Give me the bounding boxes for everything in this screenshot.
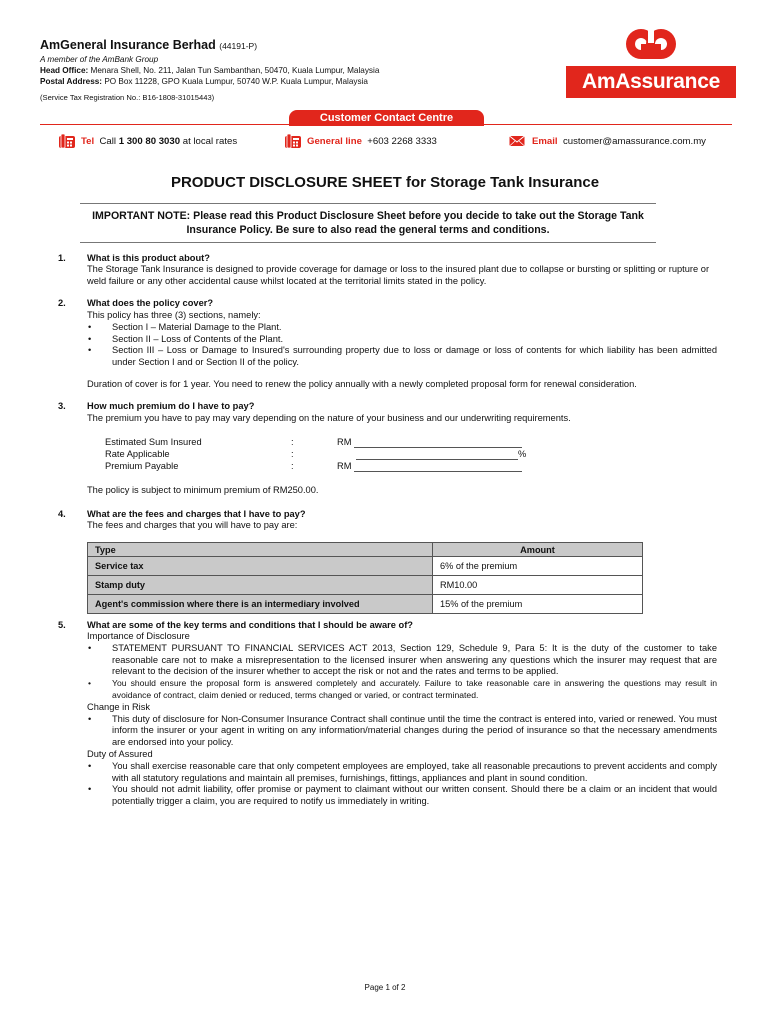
fee-amount: 15% of the premium — [433, 595, 643, 614]
rate-blank[interactable] — [356, 450, 518, 460]
email-contact — [508, 134, 706, 148]
premium-colon: : — [291, 449, 294, 459]
email-label: Email — [532, 135, 558, 147]
premium-label: Rate Applicable — [105, 449, 170, 459]
list-item: • You should ensure the proposal form is answered completely and accurately. Failure to take reasonable care in answering the questions may result in avoidance of contract, claim denied or reduced, terms changed or varied, or contract terminated. — [87, 678, 717, 702]
head-office-label: Head Office: — [40, 66, 89, 75]
group-member-line: A member of the AmBank Group — [40, 55, 159, 64]
table-row — [88, 595, 643, 614]
service-tax-line: (Service Tax Registration No.: B16-1808-31015443) — [40, 93, 215, 102]
sum-insured-blank[interactable] — [354, 438, 522, 448]
tel-contact — [59, 134, 237, 148]
section-4-intro: The fees and charges that you will have to pay are: — [87, 520, 298, 530]
phone-icon — [285, 134, 301, 148]
important-note-line-1: IMPORTANT NOTE: Please read this Product Disclosure Sheet before you decide to take out the Storage Tank — [92, 210, 644, 222]
premium-prefix: RM — [337, 437, 352, 447]
duty-of-assured-title: Duty of Assured — [87, 748, 153, 759]
fees-table — [87, 542, 643, 614]
premium-payable-blank[interactable] — [354, 462, 522, 472]
section-3-intro: The premium you have to pay may vary depending on the nature of your business and our underwriting requirements. — [87, 413, 571, 423]
premium-prefix: RM — [337, 461, 352, 471]
postal-address-line — [40, 76, 368, 87]
disclosure-title: Importance of Disclosure — [87, 631, 190, 641]
envelope-icon — [508, 134, 526, 148]
ambank-symbol-icon — [623, 26, 679, 62]
head-office-address: Menara Shell, No. 211, Jalan Tun Sambanthan, 50470, Kuala Lumpur, Malaysia — [90, 66, 380, 75]
head-office-line — [40, 65, 379, 76]
section-2-list — [87, 322, 717, 369]
phone-icon — [59, 134, 75, 148]
list-item: • You should not admit liability, offer promise or payment to claimant without our written consent. Should there be a claim or an incident that would potentially trigger a claim, you are required to notify us immediately in writing. — [87, 784, 717, 808]
section-2-body — [87, 310, 717, 369]
email-address[interactable]: customer@amassurance.com.my — [562, 135, 706, 147]
premium-row — [105, 460, 585, 472]
premium-colon: : — [291, 461, 294, 471]
list-item: • You shall exercise reasonable care that only competent employees are employed, take all reasonable precautions to prevent accidents and comply with all statutory regulations and maintain all premises, furnishings, fittings, appliances and plant in sound condition. — [87, 761, 717, 785]
tel-label: Tel — [81, 135, 95, 147]
section-4-number: 4. — [58, 509, 66, 519]
premium-suffix: % — [518, 449, 527, 459]
change-in-risk-title: Change in Risk — [87, 701, 151, 712]
company-name-text: AmGeneral Insurance Berhad — [40, 38, 216, 52]
section-2-heading: What does the policy cover? — [87, 298, 214, 308]
postal-address: PO Box 11228, GPO Kuala Lumpur, 50740 W.P. Kuala Lumpur, Malaysia — [104, 77, 368, 86]
list-item: • This duty of disclosure for Non-Consumer Insurance Contract shall continue until the time the contract is entered into, varied or renewed. You must inform the insurer or your agent in writing on any information/material changes during the period of insurance so that the necessary amendments are endorsed into your policy. — [87, 714, 717, 749]
customer-contact-centre-label: Customer Contact Centre — [289, 110, 484, 126]
company-name — [40, 38, 257, 52]
tel-pre: Call — [99, 135, 117, 147]
section-5-number: 5. — [58, 620, 66, 630]
list-item: • STATEMENT PURSUANT TO FINANCIAL SERVICES ACT 2013, Section 129, Schedule 9, Para 5: It is the duty of the customer to take reasonable care not to make a misrepresentation to the licensed insurer when answering any questions which the insurer may request that are relevant to the decision of the insurer whether to accept the risk or not and the rates and terms to be applied. — [87, 643, 717, 678]
general-line-contact — [285, 134, 437, 148]
postal-label: Postal Address: — [40, 77, 103, 86]
fee-amount: 6% of the premium — [433, 557, 643, 576]
table-row — [88, 557, 643, 576]
section-1-heading: What is this product about? — [87, 253, 210, 263]
tel-number[interactable]: 1 300 80 3030 — [118, 135, 181, 147]
premium-label: Premium Payable — [105, 461, 179, 471]
fee-type: Stamp duty — [88, 576, 433, 595]
premium-calculation — [105, 436, 585, 472]
brand-name: AmAssurance — [566, 66, 736, 98]
column-header-type: Type — [88, 543, 433, 557]
important-note-line-2: Insurance Policy. Be sure to also read the general terms and conditions. — [186, 224, 550, 236]
table-header-row — [88, 543, 643, 557]
section-3-number: 3. — [58, 401, 66, 411]
section-2-duration: Duration of cover is for 1 year. You need to renew the policy annually with a newly completed proposal form for renewal consideration. — [87, 379, 637, 389]
disclosure-list — [87, 643, 717, 702]
list-item: • Section III – Loss or Damage to Insured's surrounding property due to loss or damage or loss of contents for which liability has been admitted under Section I and or Section II of the policy. — [87, 345, 717, 369]
page-number: Page 1 of 2 — [364, 983, 406, 992]
fee-type: Service tax — [88, 557, 433, 576]
page-title: PRODUCT DISCLOSURE SHEET for Storage Tank Insurance — [170, 174, 600, 191]
general-line-label: General line — [307, 135, 362, 147]
assured-list — [87, 761, 717, 808]
premium-label: Estimated Sum Insured — [105, 437, 202, 447]
premium-row — [105, 436, 585, 448]
tel-post: at local rates — [182, 135, 238, 147]
amassurance-logo — [566, 26, 736, 98]
minimum-premium-note: The policy is subject to minimum premium of RM250.00. — [87, 485, 319, 495]
section-5-body — [87, 631, 717, 808]
fee-type: Agent's commission where there is an intermediary involved — [88, 595, 433, 614]
list-item: • Section II – Loss of Contents of the Plant. — [87, 334, 717, 346]
company-reg-no: (44191-P) — [219, 41, 258, 51]
section-2-intro: This policy has three (3) sections, namely: — [87, 310, 261, 320]
general-line-number[interactable]: +603 2268 3333 — [367, 135, 437, 147]
important-note — [80, 203, 656, 243]
table-row — [88, 576, 643, 595]
fee-amount: RM10.00 — [433, 576, 643, 595]
section-1-number: 1. — [58, 253, 66, 263]
section-4-heading: What are the fees and charges that I have to pay? — [87, 509, 306, 519]
risk-list — [87, 714, 717, 749]
section-1-body: The Storage Tank Insurance is designed to provide coverage for damage or loss to the insured plant due to collapse or bursting or splitting or rupture or weld failure or any other accidental cause whilst located at the territorial limits stated in the policy. — [87, 264, 710, 286]
list-item: • Section I – Material Damage to the Plant. — [87, 322, 717, 334]
premium-row — [105, 448, 585, 460]
section-3-heading: How much premium do I have to pay? — [87, 401, 255, 411]
customer-contact-bar — [40, 110, 732, 126]
premium-colon: : — [291, 437, 294, 447]
column-header-amount: Amount — [433, 543, 643, 557]
section-2-number: 2. — [58, 298, 66, 308]
section-5-heading: What are some of the key terms and conditions that I should be aware of? — [87, 620, 413, 630]
